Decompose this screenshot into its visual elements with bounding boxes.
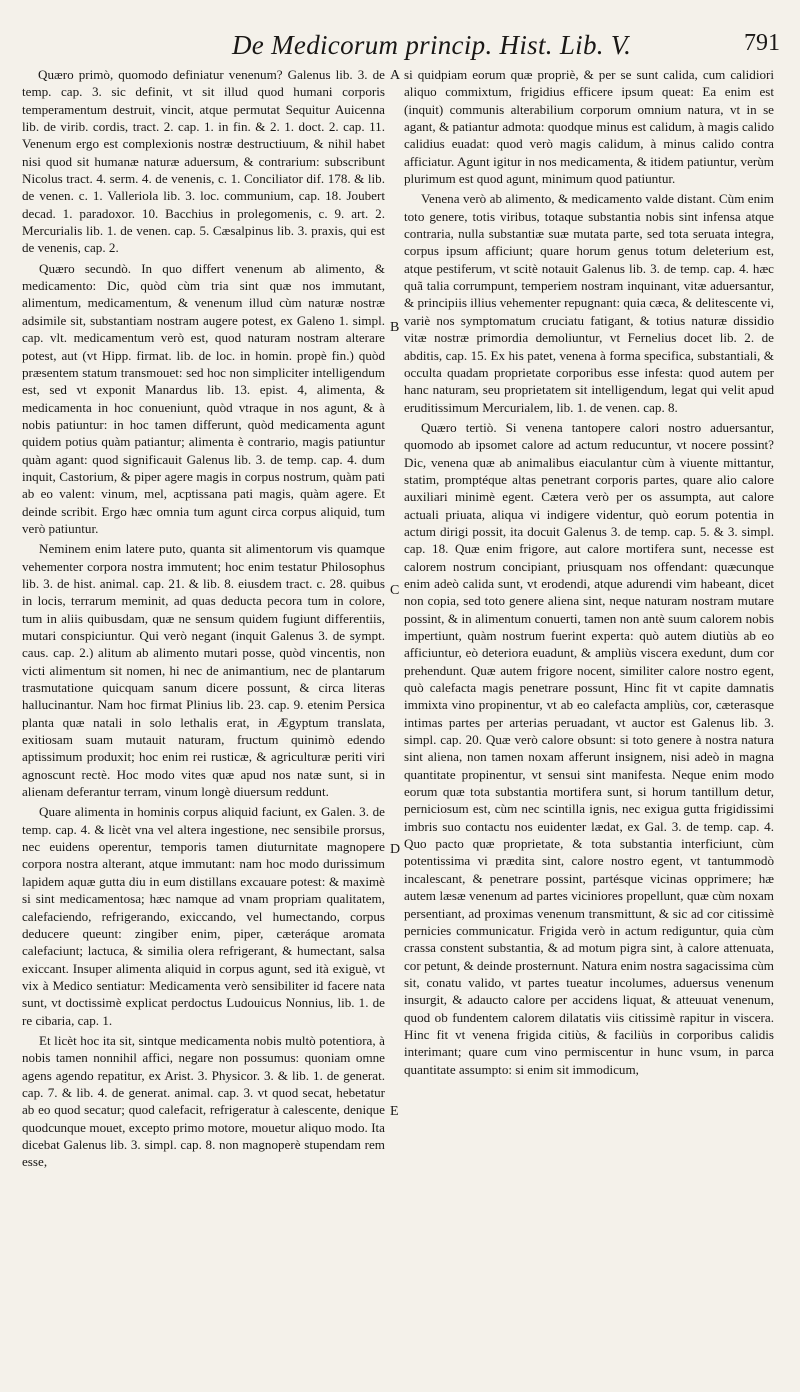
running-title: De Medicorum princip. Hist. Lib. V. bbox=[232, 30, 632, 60]
paragraph: Quæro tertiò. Si venena tantopere calori nostro aduersantur, quomodo ab ipsomet calore ad actum reducuntur, vt nocere possint? Dic, venena quæ ab animalibus eiaculantur cùm à viuente mittantur, statim, promptéque altas penetrant corporis partes, quare alio calore auxiliari minimè egent. Cætera verò per os assumpta, aut calore actuali priuata, aliqua vi indigere videntur, quò eorum potentia in actum dirigi possit, ita docuit Galenus 3. de temp. cap. 5. & 3. simpl. cap. 18. Quæ enim frigore, aut calore mortifera sunt, necesse est calorem nostrum concipiant, priusquam nos offendant: quæcunque enim adeò calida sunt, vt erodendi, atque adurendi vim habeant, dicet non copia, sed toto genere aliena sint, neque naturam nostram mutare possint, & in alimentum conuerti, tamen non antè suum calorem nobis impertiunt, quàm nostrum fuerint experta: quò autem diutiùs ab eo afficiuntur, eò deteriora euadunt, & ampliùs viscera exedunt, dum cor prehendunt. Quæ autem frigore nocent, similiter calore nostro egent, quò calefacta magis penetrare possunt, Hinc fit vt capite damnatis immixta vino propinentur, vt ab eo calefacta ampliùs, cor, cæterasque intimas partes per arterias peruadant, vt auctor est Galenus lib. 3. simpl. cap. 20. Quæ verò calore obsunt: si toto genere à nostra natura sint aliena, non tamen noxam afferunt insignem, nisi adeò in magna quantitate propinentur, vt sensui sint manifesta. Neque enim modo eorum quæ tota substantia mortifera sunt, si horum tantillum detur, perniciosum est, cùm nec scintilla ignis, nec exigua gutta frigidissimi imbris suo contactu nos euidenter lædat, ex Gal. 3. de temp. cap. 4. Quo pacto quæ proprietate, & tota substantia interficiunt, cùm potentissima vi prædita sint, calore nostro egent, vt tantummodò incalescant, & penetrare possint, partésque vicinas opprimere; hæ autem læsæ venenum ad partes viciniores propellunt, quæ cùm noxam persentiant, ad proximas venenum transmittunt, & sic ad cor citissimè pernicies communicatur. Frigida verò in actum rediguntur, quia cùm crassa constent substantia, & ad motum pigra sint, à calore attenuata, cor petunt, & deinde prosternunt. Natura enim nostra sagacissima cùm sit, conatu valido, vt partes tueatur incolumes, aduersus venenum insurgit, & adaucto calore per accidens liquat, & atteuuat venenum, quod ob fundentem calorem dilatatis viis citissimè rapitur in viscera. Hinc fit vt venena frigida citiùs, & faciliùs in corporibus calidis interimant; quare cum vino permiscentur in hunc vsum, in parca quantitate assumpto: si enim sit immodicum, bbox=[404, 419, 774, 1077]
page-header bbox=[0, 30, 800, 70]
paragraph: Venena verò ab alimento, & medicamento valde distant. Cùm enim toto genere, totis viribus, totaque substantia nobis sint infensa atque contraria, nulla substantiæ suæ mutata parte, sed tota seruata integra, corpus ipsum afficiunt; quare horum genus totum deleterium est, atque pestiferum, vt scitè notauit Galenus lib. 3. de temp. cap. 4. hæc quã talia corrumpunt, temperiem nostram inquinant, vitæ aduersantur, & principiis illius vehementer repugnant: quia cæca, & delitescente vi, variè nos symptomatum cruciatu fatigant, & totius naturæ dissidio vitæ nostræ primordia demoliuntur, vt Fernelius docet lib. 2. de abditis, cap. 15. Ex his patet, venena à forma specifica, substantiali, & occulta quadam proprietate corporibus esse infesta: quod autem per hanc naturam, seu proprietatem sit intelligendum, legat qui velit apud eruditissimum Mercurialem, lib. 1. de venen. cap. 8. bbox=[404, 191, 774, 415]
margin-letter-c: C bbox=[390, 583, 400, 598]
paragraph: Neminem enim latere puto, quanta sit alimentorum vis quamque vehementer corpora nostra immutent; hoc enim testatur Philosophus lib. 3. de hist. animal. cap. 21. & lib. 8. eiusdem tract. c. 28. quibus in locis, terrarum meminit, ad quas deducta pecora tum in colore, tum in aliis quibusdam, quæ ne sensum quidem fugiunt differentiis, mutari conspiciuntur. Qui verò negant (inquit Galenus 3. de sympt. caus. cap. 2.) alitum ab alimento mutari posse, quòd vincentis, non victi alimentum sit nomen, hi nec de animantium, nec de plantarum trasmutatione quicquam sanum dicere possunt, & circa literas hallucinantur. Nam hoc firmat Plinius lib. 23. cap. 9. etenim Persica planta quæ natali in solo lethalis erat, in Ægyptum translata, exitiosam suam mutauit naturam, fructum quinimò edendo aptissimum produxit; hoc enim rei rusticæ, & agriculturæ periti viri agnoscunt rectè. Hoc modo vites quæ apud nos natæ sunt, si in alienam deferantur terram, vinum longè diuersum reddunt. bbox=[22, 541, 385, 800]
margin-letter-b: B bbox=[390, 320, 400, 335]
right-column bbox=[404, 66, 774, 1384]
paragraph: Quæro secundò. In quo differt venenum ab alimento, & medicamento: Dic, quòd cùm tria sint quæ nos immutant, alimentum, medicamentum, & venenum illud cùm naturæ nostræ adsimile sit, substantiam nostram augere potest, ex Galeno 1. simpl. cap. vlt. medicamentum verò est, quod naturam nostram alterare potest, aut (vt Hipp. firmat. lib. de loc. in homin. propè fin.) quòd præsentem statum transmouet: sed hoc non simpliciter intelligendum est, sed vt exponit Manardus lib. 13. epist. 4, alimenta, & medicamenta in hoc conueniunt, quòd vtraque in nos agunt, & à nobis patiuntur: in hoc tamen differunt, quòd medicamenta agunt quidem potius quàm patiantur; alimenta è contrario, magis patiuntur quàm agant: quod significauit Galenus lib. 3. de temp. cap. 4. dum inquit, Castorium, & piper agere magis in corpus nostrum, quàm pati ab eo valent: vinum, mel, acptissana pati magis, quàm agere. Et deinde scribit. Ergo hæc omnia tum agunt circa corpus aliquid, tum verò patiuntur. bbox=[22, 260, 385, 536]
margin-letter-e: E bbox=[390, 1104, 399, 1119]
margin-letter-a: A bbox=[390, 68, 401, 83]
paragraph: Quæro primò, quomodo definiatur venenum? Galenus lib. 3. de temp. cap. 3. sic definit, vt sit illud quod humani corporis temperamentum destruit, vincit, atque permutat Sequitur Auicenna lib. de virib. cordis, tract. 2. cap. 1. in fin. & 2. 1. doct. 2. cap. 11. Venenum ergo est complexionis nostræ destructiuum, & nihil habet nisi quod sit humanæ naturæ aduersum, & contrarium: subscribunt Nicolus tract. 4. serm. 4. de venenis, c. 1. Conciliator dif. 178. & lib. de venen. c. 1. Valleriola lib. 3. loc. communium, cap. 18. Joubert decad. 1. paradoxor. 10. Bacchius in prolegomenis, c. 9. art. 2. Mercurialis lib. 1. de venen. cap. 5. Cæsalpinus lib. 3. praxis, qui est de venenis, cap. 2. bbox=[22, 67, 385, 256]
left-column bbox=[22, 66, 385, 1384]
paragraph: Et licèt hoc ita sit, sintque medicamenta nobis multò potentiora, à nobis tamen nonnihil affici, negare non possumus: quoniam omne agens agendo repatitur, ex Arist. 3. Physicor. 3. & lib. 1. de generat. cap. 7. & lib. 4. de generat. animal. cap. 3. vt quod secat, hebetatur ab eo quod secatur; quod calefacit, refrigeratur à calescente, denique quodcunque mouet, excepto primo motore, mouetur aliquo modo. Ita dicebat Galenus lib. 3. simpl. cap. 8. non magnoperè stupendam rem esse, bbox=[22, 1032, 385, 1170]
paragraph: si quidpiam eorum quæ propriè, & per se sunt calida, cum calidiori aliquo commixtum, frigidius efficere ipsum queat: Ea enim est (inquit) communis alterabilium corporum omnium natura, vt in se agant, & patiantur admota: quodque minus est calidum, à magis calido calidius euadat: quod verò magis calidum, à minus calido contra afficiatur. Agunt igitur in nos medicamenta, & itidem patiuntur, verùm plurimum est quod agunt, minimum quod patiuntur. bbox=[404, 67, 774, 187]
page-number: 791 bbox=[744, 30, 780, 56]
margin-letter-d: D bbox=[390, 842, 401, 857]
paragraph: Quare alimenta in hominis corpus aliquid faciunt, ex Galen. 3. de temp. cap. 4. & licèt vna vel altera ingestione, nec sensibile prorsus, nec euidens operentur, temporis tamen diuturnitate magnopere corpora nostra alterant, atque immutant: nam hoc modo durissimum lapidem aquæ gutta diu in eum distillans excauare potest: & maximè si sint medicamentosa; hæc namque ad vnam propriam qualitatem, calefaciendo, refrigerando, exiccando, vel humectando, corpus deducere queunt: zingiber enim, piper, cæteráque aromata calefaciunt; lactuca, & similia olera refrigerant, & humectant, salsa exiccant. Insuper alimenta aliquid in corpus agunt, sed ità exiguè, vt vix à Medico sentiatur: Medicamenta verò sensibiliter id facere nata sunt, vt doctissimè explicat perdoctus Ludouicus Nonnius, lib. 1. de re cibaria, cap. 1. bbox=[22, 804, 385, 1028]
